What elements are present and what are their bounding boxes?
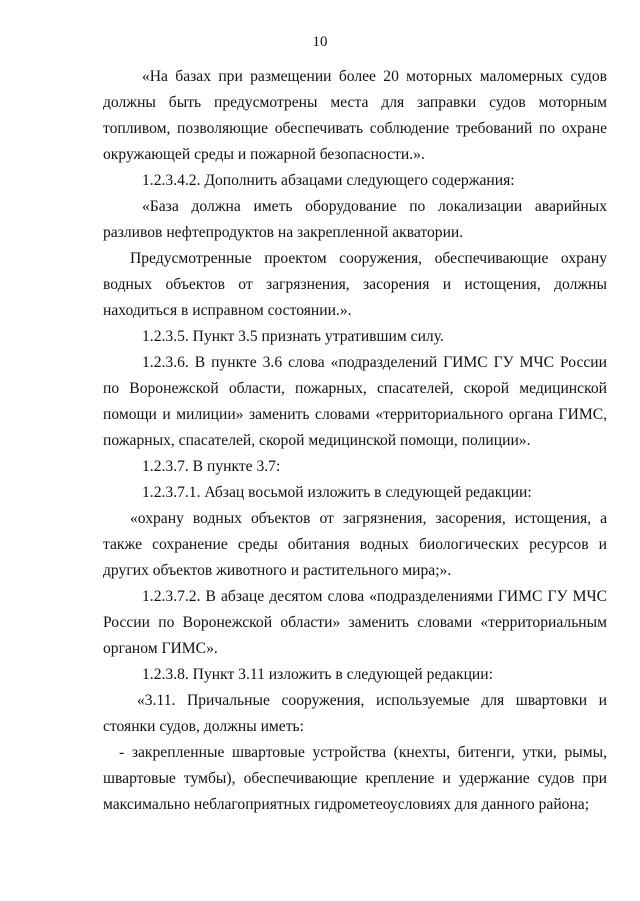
page-number: 10 [312, 34, 328, 50]
paragraph-1-2-3-7-1: 1.2.3.7.1. Абзац восьмой изложить в следующей редакции: [142, 484, 532, 501]
document-body [103, 64, 607, 818]
paragraph-structures-condition: Предусмотренные проектом сооружения, обеспечивающие охрану водных объектов от загрязнения, засорения и истощения, должны находиться в исправном состоянии.». [103, 250, 607, 319]
paragraph-quote-3-11: «3.11. Причальные сооружения, используемые для швартовки и стоянки судов, должны иметь: [103, 692, 607, 735]
paragraph-quote-bases-fuel: «На базах при размещении более 20 моторных маломерных судов должны быть предусмотрены места для заправки судов моторным топливом, позволяющие обеспечивать соблюдение требований по охране окружающей среды и пожарной безопасности.». [103, 68, 607, 163]
paragraph-1-2-3-7: 1.2.3.7. В пункте 3.7: [142, 458, 281, 475]
paragraph-1-2-3-6: 1.2.3.6. В пункте 3.6 слова «подразделений ГИМС ГУ МЧС России по Воронежской области, пожарных, спасателей, скорой медицинской помощи и милиции» заменить словами «территориального органа ГИМС, пожарных, спасателей, скорой медицинской помощи, полиции». [103, 354, 607, 449]
paragraph-1-2-3-4-2: 1.2.3.4.2. Дополнить абзацами следующего содержания: [142, 172, 515, 189]
paragraph-quote-water-protection: «охрану водных объектов от загрязнения, засорения, истощения, а также сохранение среды обитания водных биологических ресурсов и других объектов животного и растительного мира;». [103, 510, 607, 579]
paragraph-list-mooring-devices: - закрепленные швартовые устройства (кнехты, битенги, утки, рымы, швартовые тумбы), обеспечивающие крепление и удержание судов при максимально неблагоприятных гидрометеоусловиях для данного района; [103, 744, 607, 813]
paragraph-quote-base-equipment: «База должна иметь оборудование по локализации аварийных разливов нефтепродуктов на закрепленной акватории. [103, 198, 607, 241]
paragraph-1-2-3-8: 1.2.3.8. Пункт 3.11 изложить в следующей редакции: [142, 666, 493, 683]
paragraph-1-2-3-7-2: 1.2.3.7.2. В абзаце десятом слова «подразделениями ГИМС ГУ МЧС России по Воронежской области» заменить словами «территориальным органом ГИМС». [103, 588, 607, 657]
paragraph-1-2-3-5: 1.2.3.5. Пункт 3.5 признать утратившим силу. [142, 328, 444, 345]
